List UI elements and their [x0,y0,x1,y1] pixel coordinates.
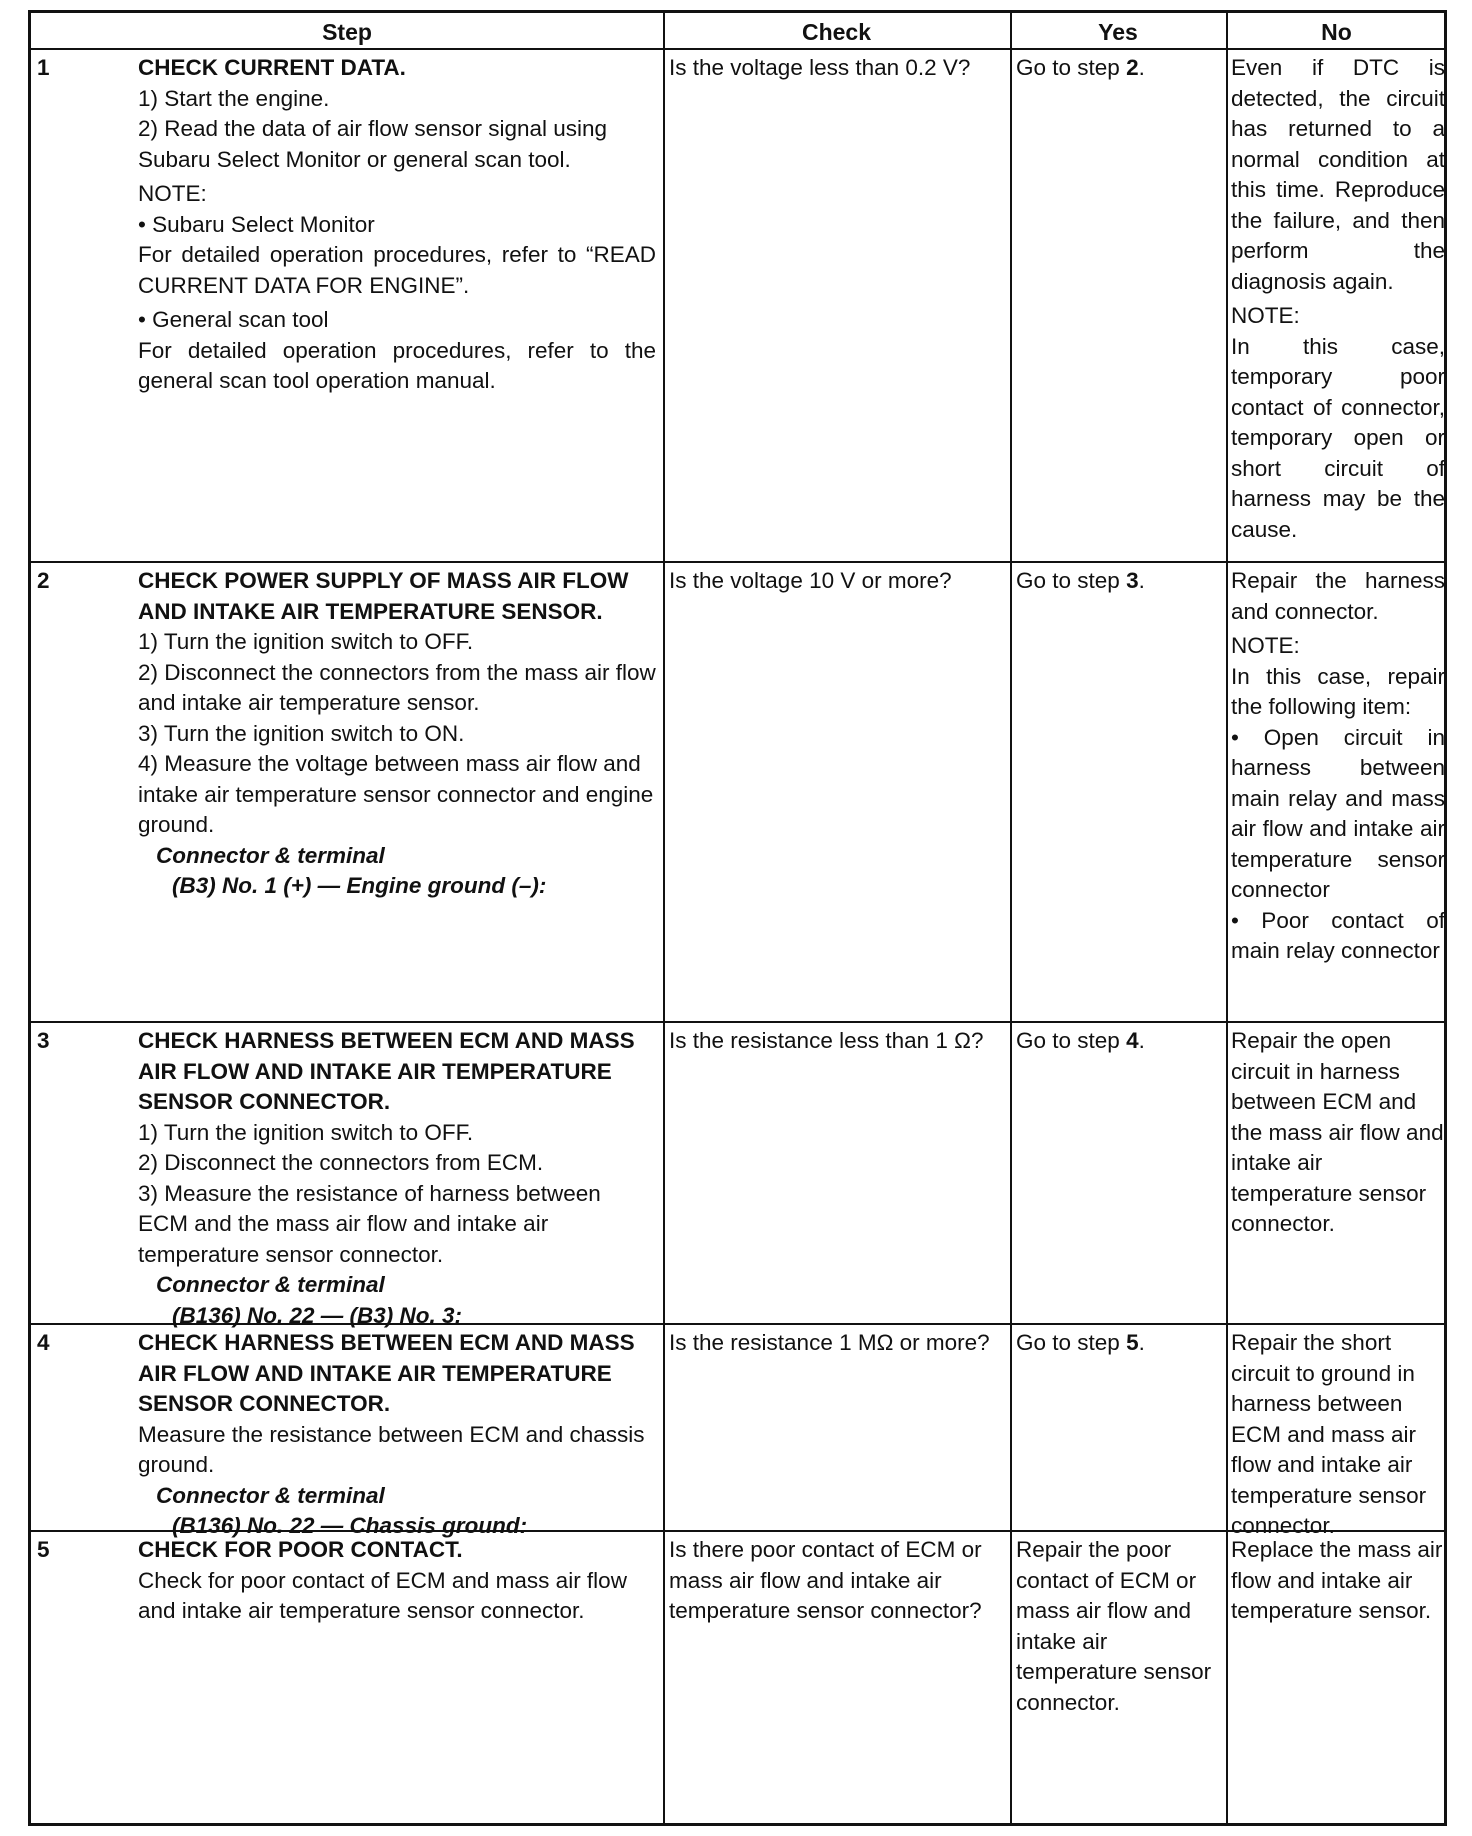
step-title: CHECK FOR POOR CONTACT. [138,1537,463,1562]
step-instruction: 4) Measure the voltage between mass air flow and intake air temperature sensor connector and engine ground. [138,751,654,837]
note-label: NOTE: [138,181,207,206]
header-check: Check [801,19,872,45]
diagnostic-table [28,10,1447,1826]
step-instruction: 1) Turn the ignition switch to OFF. [138,1119,474,1145]
step-instruction: 1) Turn the ignition switch to OFF. [138,629,474,654]
check-question: Is the resistance 1 MΩ or more? [669,1330,990,1355]
column-divider-step-check [663,13,665,1823]
yes-step-number: 2 [1126,55,1139,80]
step-number: 4 [37,1330,50,1355]
check-question: Is the resistance less than 1 Ω? [669,1028,984,1053]
header-no: No [1321,19,1352,45]
step-number: 3 [37,1028,50,1053]
note-bullet: • Open circuit in harness between main relay and mass air flow and intake air temperature sensor connector [1231,724,1445,902]
row-divider-1 [31,561,1444,563]
connector-label: Connector & terminal [156,842,385,868]
no-action [1231,1535,1445,1627]
step-instruction: 1) Start the engine. [138,85,330,111]
row-divider-2 [31,1021,1444,1023]
step-title: CHECK HARNESS BETWEEN ECM AND MASS AIR FLOW AND INTAKE AIR TEMPERATURE SENSOR CONNECTOR. [138,1330,635,1416]
check-question: Is the voltage less than 0.2 V? [669,55,971,80]
yes-step-number: 4 [1126,1028,1139,1053]
connector-label: Connector & terminal [156,1482,385,1508]
yes-prefix: Go to step [1016,1028,1127,1053]
step-content [138,53,656,397]
step-title: CHECK POWER SUPPLY OF MASS AIR FLOW AND INTAKE AIR TEMPERATURE SENSOR. [138,568,629,624]
connector-terminal: (B136) No. 22 — (B3) No. 3: [172,1302,463,1328]
step-content [138,1026,656,1331]
header-yes: Yes [1098,19,1138,45]
yes-step-number: 5 [1126,1330,1139,1355]
note-text: For detailed operation procedures, refer to “READ CURRENT DATA FOR ENGINE”. [138,242,656,298]
yes-action: Go to step 4. [1016,1028,1145,1053]
yes-prefix: Go to step [1016,55,1127,80]
note-label: NOTE: [1231,633,1300,658]
step-number: 2 [37,568,50,593]
step-instruction: 3) Turn the ignition switch to ON. [138,720,465,746]
step-number: 1 [37,55,50,80]
no-text: Even if DTC is detected, the circuit has returned to a normal condition at this time. Reproduce the failure, and then perform the diagnosis again. [1231,55,1445,294]
step-instruction: 2) Disconnect the connectors from ECM. [138,1150,544,1175]
yes-action: Go to step 5. [1016,1330,1145,1355]
note-label: NOTE: [1231,303,1300,328]
no-text: Repair the short circuit to ground in harness between ECM and mass air flow and intake air temperature sensor connector. [1231,1330,1427,1538]
step-instruction: 2) Disconnect the connectors from the mass air flow and intake air temperature sensor. [138,659,656,715]
yes-step-number: 3 [1126,568,1139,593]
no-action [1231,1026,1445,1240]
step-content [138,1328,656,1542]
step-instruction: 2) Read the data of air flow sensor signal using Subaru Select Monitor or general scan tool. [138,116,608,172]
no-text: Replace the mass air flow and intake air temperature sensor. [1231,1537,1443,1623]
connector-terminal: (B3) No. 1 (+) — Engine ground (–): [172,873,547,898]
no-text: Repair the open circuit in harness between ECM and the mass air flow and intake air temperature sensor connector. [1231,1028,1444,1236]
column-divider-check-yes [1010,13,1012,1823]
step-instruction: 3) Measure the resistance of harness between ECM and the mass air flow and intake air temperature sensor connector. [138,1180,601,1267]
note-bullet: • Poor contact of main relay connector [1231,907,1445,963]
yes-action: Repair the poor contact of ECM or mass air flow and intake air temperature sensor connector. [1016,1537,1212,1715]
step-content [138,1535,656,1627]
no-action [1231,1328,1445,1542]
note-text: For detailed operation procedures, refer to the general scan tool operation manual. [138,337,656,393]
connector-label: Connector & terminal [156,1272,385,1297]
step-title: CHECK HARNESS BETWEEN ECM AND MASS AIR FLOW AND INTAKE AIR TEMPERATURE SENSOR CONNECTOR. [138,1028,635,1114]
yes-action: Go to step 3. [1016,568,1145,593]
yes-prefix: Go to step [1016,568,1127,593]
step-title: CHECK CURRENT DATA. [138,55,406,80]
no-text: In this case, repair the following item: [1231,663,1445,719]
header-step: Step [322,19,372,45]
header-divider [31,48,1444,50]
no-action [1231,566,1445,967]
step-instruction: Check for poor contact of ECM and mass air flow and intake air temperature sensor connector. [138,1567,627,1623]
yes-prefix: Go to step [1016,1330,1127,1355]
connector-terminal: (B136) No. 22 — Chassis ground: [172,1513,528,1538]
note-bullet: • Subaru Select Monitor [138,211,375,237]
yes-action: Go to step 2. [1016,55,1145,80]
no-text: Repair the harness and connector. [1231,568,1445,624]
step-number: 5 [37,1537,50,1562]
step-instruction: Measure the resistance between ECM and chassis ground. [138,1421,645,1477]
no-text: In this case, temporary poor contact of connector, temporary open or short circuit of harness may be the cause. [1231,333,1445,542]
no-action [1231,53,1445,545]
step-content [138,566,656,902]
column-divider-yes-no [1226,13,1228,1823]
note-bullet: • General scan tool [138,307,329,332]
check-question: Is there poor contact of ECM or mass air flow and intake air temperature sensor connector? [669,1537,982,1623]
check-question: Is the voltage 10 V or more? [669,568,952,593]
